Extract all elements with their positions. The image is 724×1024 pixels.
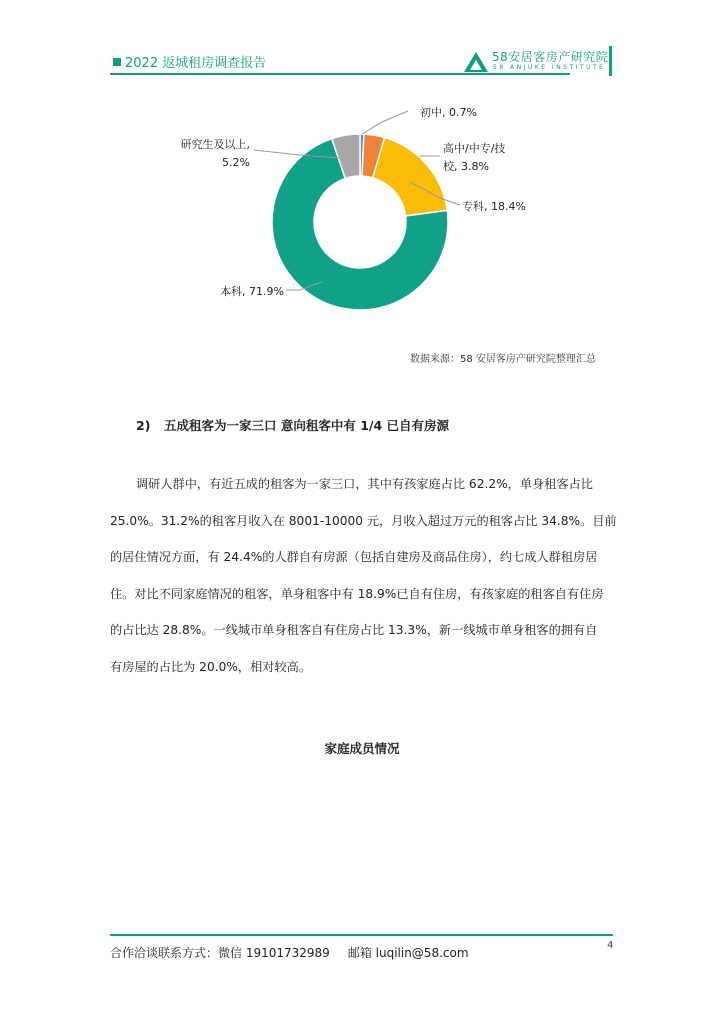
page-number: 4: [607, 940, 614, 951]
leader-line-0: [362, 111, 408, 134]
subheading: 家庭成员情况: [324, 741, 400, 756]
paragraph-line: 的居住情况方面，有 24.4%的人群自有房源（包括自建房及商品住房），约七成人群租房居: [110, 550, 598, 564]
data-label-4: 研究生及以上, 5.2%: [180, 138, 250, 169]
paragraph-line: 住。对比不同家庭情况的租客，单身租客中有 18.9%已自有住房，有孩家庭的租客自有住房: [110, 586, 604, 601]
data-label-1: 高中/中专/技校, 3.8%: [443, 142, 506, 173]
footer-contact: [110, 944, 469, 961]
paragraph-line: 25.0%。31.2%的租客月收入在 8001-10000 元，月收入超过万元的租客占比 34.8%。目前: [110, 513, 617, 528]
paragraph-line: 调研人群中，有近五成的租客为一家三口，其中有孩家庭占比 62.2%，单身租客占比: [136, 477, 593, 491]
education-donut-chart: [0, 0, 724, 340]
section-title: 五成租客为一家三口 意向租客中有 1/4 已自有房源: [164, 418, 450, 433]
paragraph-line: 有房屋的占比为 20.0%，相对较高。: [110, 659, 312, 674]
data-label-0: 初中, 0.7%: [420, 106, 477, 119]
paragraph-line: 的占比达 28.8%。一线城市单身租客自有住房占比 13.3%，新一线城市单身租客的拥有自: [110, 623, 598, 637]
data-label-3: 本科, 71.9%: [220, 285, 284, 298]
logo-text: 58安居客房产研究院: [492, 50, 609, 64]
source-note: 数据来源：58 安居客房产研究院整理汇总: [410, 354, 596, 365]
contact-label: 合作洽谈联系方式：: [110, 946, 219, 960]
email-contact: 邮箱 luqilin@58.com: [347, 946, 469, 960]
donut-slice-2: [373, 137, 447, 215]
section-number: 2): [136, 418, 151, 433]
data-label-2: 专科, 18.4%: [462, 200, 526, 213]
logo-subtext: 58 ANJUKE INSTITUTE: [493, 64, 606, 71]
wechat-contact: 微信 19101732989: [218, 946, 330, 960]
body-paragraph: [110, 466, 616, 685]
footer-divider: [110, 934, 613, 936]
section-heading: [136, 416, 449, 434]
report-title: 2022 返城租房调查报告: [125, 56, 267, 71]
